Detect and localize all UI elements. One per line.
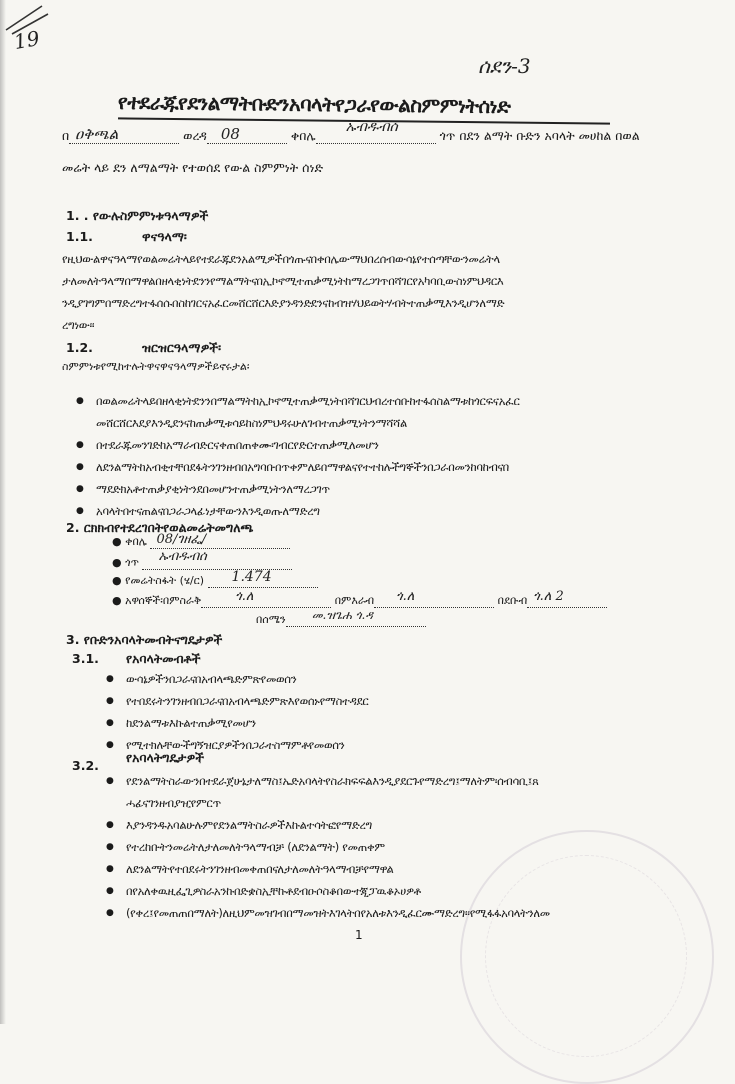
list-item: ● ከደንልማቱእኩልተጠቃሚየመሆን <box>92 712 692 734</box>
intro-prefix: በ <box>62 128 70 143</box>
land-kebele-value: 08/ገዘፌ/ <box>156 532 207 547</box>
kebele-label: ቀበሌ <box>290 128 316 143</box>
boundary-west-value: ጎ.ለ <box>396 589 415 604</box>
boundary-north-field <box>286 608 426 627</box>
boundary-north-label: በሰሜን <box>256 613 286 626</box>
section-2-heading: 2. ርክክብየተደረገበትየወልመሬትመግለጫ <box>66 520 254 535</box>
list-item: ● የተረከቡትንመሬትለታለመለትዓላማብቻ (ለደንልማት) የመጠቀም <box>92 836 712 858</box>
paragraph-line: የዚህውልዋናዓላማየወልመሬትላይየተደራጁደንአልሚዎችበጎጡናበቀበሌውማህበረሰብውሳኔየተሰጣቸውንመሬትላ <box>62 252 500 266</box>
list-item: ● ማደድክአቶተጠቃያቂነትንደበመሆንተጠቃሚነትንለማረጋገጥ <box>62 478 702 500</box>
section-1-2-title: ዝርዝርዓላማዎች፡ <box>142 340 222 355</box>
place-field <box>69 125 179 144</box>
section-3-heading: 3. የቡድንአባላትመብትናግዴታዎች <box>66 632 223 647</box>
document-title: የተደራጁየደንልማትቡድንአባላትየጋራየውልስምምነትሰነድ <box>117 89 511 119</box>
list-item: ● አባላትበተናጠልናበጋራጋላፊነታቸውንእንዲወጡለማድረግ <box>62 500 702 522</box>
intro-line-2: መሬት ላይ ደን ለማልማት የተወሰደ የውል ስምምነት ሰነድ <box>62 160 324 175</box>
section-3-2-number: 3.2. <box>72 758 99 773</box>
land-item-kebele: ● ቀበሌ 08/ገዘፌ/ <box>112 535 290 549</box>
land-got-label: ጎጥ <box>125 556 139 569</box>
land-item-boundaries: ● አዋሰኞች፡በምስራቅ ጎ.ለ በምእራብ ጎ.ለ በደቡብ ጎ.ለ 2 <box>112 594 607 608</box>
boundary-east-value: ጎ.ለ <box>235 589 254 604</box>
paragraph-line: ረግነው፡፡ <box>62 318 95 332</box>
boundary-west-label: በምእራብ <box>334 594 375 607</box>
land-item-got: ● ጎጥ ኡብዱብሰ <box>112 556 292 570</box>
list-item: ● ውሳኔዎችንበጋራናበአብላጫድምጽየመወሰን <box>92 668 692 690</box>
list-item: መሸርሸርእደያእንዲደንናከጠቃሚቱሳይከስነምህዳሩሁለገብተጠቃሚነትንማሻሻል <box>96 416 408 430</box>
rights-list <box>92 668 692 756</box>
margin-note: 19 <box>12 25 42 55</box>
list-item: ● በወልመሬትላይበዘላቂነትደንንበማልማትከኢኮኖሚተጠቃሚነትበሻገርህብረተሰቡከተፋሰስልማቱከጎርፍናአፈር <box>62 390 702 412</box>
section-3-1-number: 3.1. <box>72 651 99 666</box>
woreda-label: ወረዳ <box>183 128 207 143</box>
scan-edge-shadow <box>0 0 6 1024</box>
kebele-field <box>316 119 436 144</box>
boundary-east-label: አዋሰኞች፡በምስራቅ <box>125 594 202 607</box>
boundary-north-value: መ.ዝጌሐ ጎ.ዳ <box>311 608 373 622</box>
boundary-west-field <box>374 589 494 608</box>
list-item: ● እያንዳንዱአባልሁሉምየደንልማትስራዎችእኩልተሳትፎየማድረግ <box>92 814 712 836</box>
land-area-field <box>208 569 318 588</box>
land-got-value: ኡብዱብሰ <box>158 549 207 564</box>
list-item: ● የሚተክሉቸውችግኝዝርያዎችንበጋራተስማምቶየመወሰን <box>92 734 692 756</box>
objectives-list <box>62 390 702 522</box>
section-3-1-title: የአባላትመብቶች <box>126 651 201 666</box>
list-item: ● የደንልማትስራውንበተደራጀሁኔታለማስ፤ኤድአባላትየስራክፍፍልእንዲያደርጉየማድረግ፤ማለትም፡ሰብሳቢ፤ጸ <box>92 770 712 792</box>
land-area-value: 1.474 <box>231 569 272 585</box>
woreda-value: 08 <box>220 125 240 143</box>
page-number: 1 <box>355 928 363 942</box>
list-item: ● የተበደሩትንገንዘብበጋራናበአብላጫድምጽእየወሰኑየማስተዳደር <box>92 690 692 712</box>
section-1-heading: 1. . የውሉስምምነቱዓላማዎች <box>66 208 209 223</box>
list-item: ሓፊናገንዘብያዢየምርጥ <box>126 796 221 810</box>
section-3-2-title: የአባላትግዴታዎች <box>126 750 205 765</box>
land-item-north <box>256 608 426 627</box>
list-item: ● ለደንልማትየተበደሩትንገንዘብመቀጠበናለታለመለትዓላማብቻየማዋል <box>92 858 712 880</box>
list-item: ● በየአለቀዉዚፌጊዎስራአንኩበድቋስኢቸኩቶደብዑሶስቆበውተጂፓዉቆኦሀዎቶ <box>92 880 712 902</box>
woreda-field <box>207 125 287 144</box>
paragraph-line: ታለመለትዓላማበማዋልበዘላቂነትደንንየማልማትናበኢኮኖሚተጠቃሚነትከማረጋገጥበሻገርየአካባቢውስነምህዳርእ <box>62 274 504 288</box>
section-1-2-intro: ስምምነቱየሚከተሉትዋናዋናዓላማዎችይኖሩታል፡ <box>62 360 250 373</box>
list-item: ● (የቀረ፤የመጠጠበማለት)ለዚህምመዝገብበማመዝትእገላትበየአለቱእንዲፈርሙማድረግ፡፡የሚፋፋአባላትንለመ <box>92 902 712 924</box>
margin-scribble-icon <box>2 0 52 40</box>
list-item: ● ለደንልማትከአብቂተቸበደፋትንገንዘብበአግባቡበጥቀምለይበማዋልናየተተከሉችግኞችንበጋራበመንከባከብናበ <box>62 456 702 478</box>
section-1-1-number: 1.1. <box>66 229 93 244</box>
boundary-south-value: ጎ.ለ 2 <box>533 589 564 604</box>
land-area-label: የመሬትስፋት (ሄ/ር) <box>125 574 205 587</box>
land-item-area: ● የመሬትስፋት (ሄ/ር) 1.474 <box>112 574 318 588</box>
boundary-south-field <box>527 589 607 608</box>
place-value: ዐቅጫል <box>75 125 119 143</box>
boundary-south-label: በደቡብ <box>497 594 528 607</box>
boundary-east-field <box>201 589 331 608</box>
kebele-value: ኡብዱብሰ <box>345 119 398 135</box>
section-1-2-number: 1.2. <box>66 340 93 355</box>
paragraph-line: ንዲያገግምበማድረግተፋሰሱበስከገርናአፈርመሸርሸርእድያንዳንድደንናከብዝሃህይወትሃብትተጠቃሚእንዲሆንለማድ <box>62 296 505 310</box>
section-1-1-title: ዋናዓላማ፡ <box>142 229 187 244</box>
list-item: ● በተደራጁመንገድከአማራብድርናቀጠበጠቀሙ፡ገብርየድርተጠቃሚለመሆን <box>62 434 702 456</box>
land-kebele-label: ቀበሌ <box>125 535 147 548</box>
intro-line-1 <box>62 119 640 144</box>
stamp-watermark-inner <box>485 855 687 1057</box>
section-1-1-paragraph <box>62 248 662 336</box>
intro-rest-line-1: ጎጥ በደን ልማት ቡድን አባላት መሀከል በወል <box>439 128 640 143</box>
corner-note: ሰደን-3 <box>478 54 531 78</box>
